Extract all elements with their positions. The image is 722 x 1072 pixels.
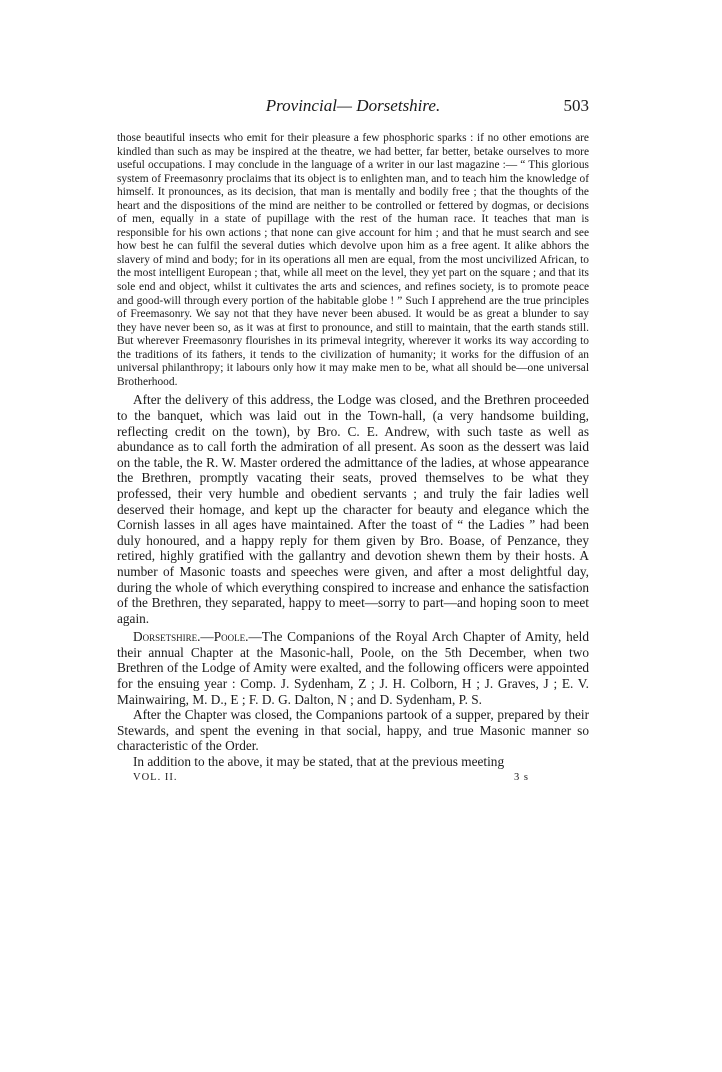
paragraph-previous-meeting: In addition to the above, it may be stated, that at the previous meeting	[133, 754, 505, 770]
paragraph-address-continuation: those beautiful insects who emit for their pleasure a few phosphoric sparks : if no other emotions are kindled than such as may be inspired at the theatre, we had better, far better, betake ourselves to more useful occupations. I may conclude in the language of a writer in our last magazine :— “ This glorious system of Freemasonry proclaims that its object is to enlighten man, and to teach him the knowledge of himself. It pronounces, as its decision, that man is mentally and bodily free ; that the thoughts of the heart and the dispositions of the mind are neither to be controlled or fettered by dogmas, or decisions of men, equally in a state of pupillage with the rest of the human race. It teaches that man is responsible for his own actions ; that none can give account for him ; and that he must search and see how best he can fulfil the several duties which devolve upon him as a free agent. It alike abhors the slavery of mind and body; for in its operations all men are equal, from the most uncivilized African, to the most intelligent European ; that, while all meet on the level, they yet part on the square ; and that its sole end and object, whilst it cultivates the arts and sciences, and refines society, is to promote peace and good-will through every portion of the habitable globe ! ” Such I apprehend are the true principles of Freemasonry. We say not that they have never been abused. It would be as great a blunder to say they have never been so, as it was at first to pronounce, and still to maintain, that the earth stands still. But wherever Freemasonry flourishes in its primeval integrity, wherever it works its way according to the traditions of its fathers, it tends to the civilization of humanity; it works for the diffusion of an universal philanthropy; it labours only how it may make men to be, what all should be—one universal Brotherhood.	[117, 132, 589, 388]
section-lead-dorsetshire-poole: Dorsetshire.—Poole.	[133, 629, 249, 645]
paragraph-dorsetshire-text: —The Companions of the Royal Arch Chapter of Amity, held their annual Chapter at the Masonic-hall, Poole, on the 5th December, when two Brethren of the Lodge of Amity were exalted, and the following officers were appointed for the ensuing year : Comp. J. Sydenham, Z ; J. H. Colborn, H ; J. Graves, J ; E. V. Mainwairing, M. D., E ; F. D. G. Dalton, N ; and D. Sydenham, P. S.	[117, 629, 589, 707]
signature-mark: 3 s	[514, 771, 529, 783]
running-title: Provincial— Dorsetshire.	[265, 96, 441, 115]
page-footer	[117, 772, 589, 790]
book-page	[117, 96, 589, 790]
paragraph-banquet: After the delivery of this address, the Lodge was closed, and the Brethren proceeded to the banquet, which was laid out in the Town-hall, (a very handsome building, reflecting credit on the town), by Bro. C. E. Andrew, with such taste as well as abundance as to call forth the admiration of all present. As soon as the dessert was laid on the table, the R. W. Master ordered the admittance of the ladies, at whose appearance the Brethren, promptly vacating their seats, proved themselves to be what they professed, their very humble and obedient servants ; and truly the fair ladies well deserved their homage, and kept up the character for beauty and elegance which the Cornish lasses in all ages have maintained. After the toast of “ the Ladies ” had been duly honoured, and a happy reply for them given by Bro. Boase, of Penzance, they retired, highly gratified with the gallantry and devotion shewn them by their hosts. A number of Masonic toasts and speeches were given, and after a most delightful day, during the whole of which everything conspired to increase and enhance the satisfaction of the Brethren, they separated, happy to meet—sorry to part—and hoping soon to meet again.	[117, 392, 589, 626]
volume-label: VOL. II.	[133, 771, 178, 783]
paragraph-dorsetshire-poole	[117, 629, 589, 707]
page-number: 503	[563, 96, 589, 115]
page-header	[117, 96, 589, 124]
paragraph-supper: After the Chapter was closed, the Companions partook of a supper, prepared by their Stewards, and spent the evening in that social, happy, and true Masonic manner so characteristic of the Order.	[117, 707, 589, 754]
